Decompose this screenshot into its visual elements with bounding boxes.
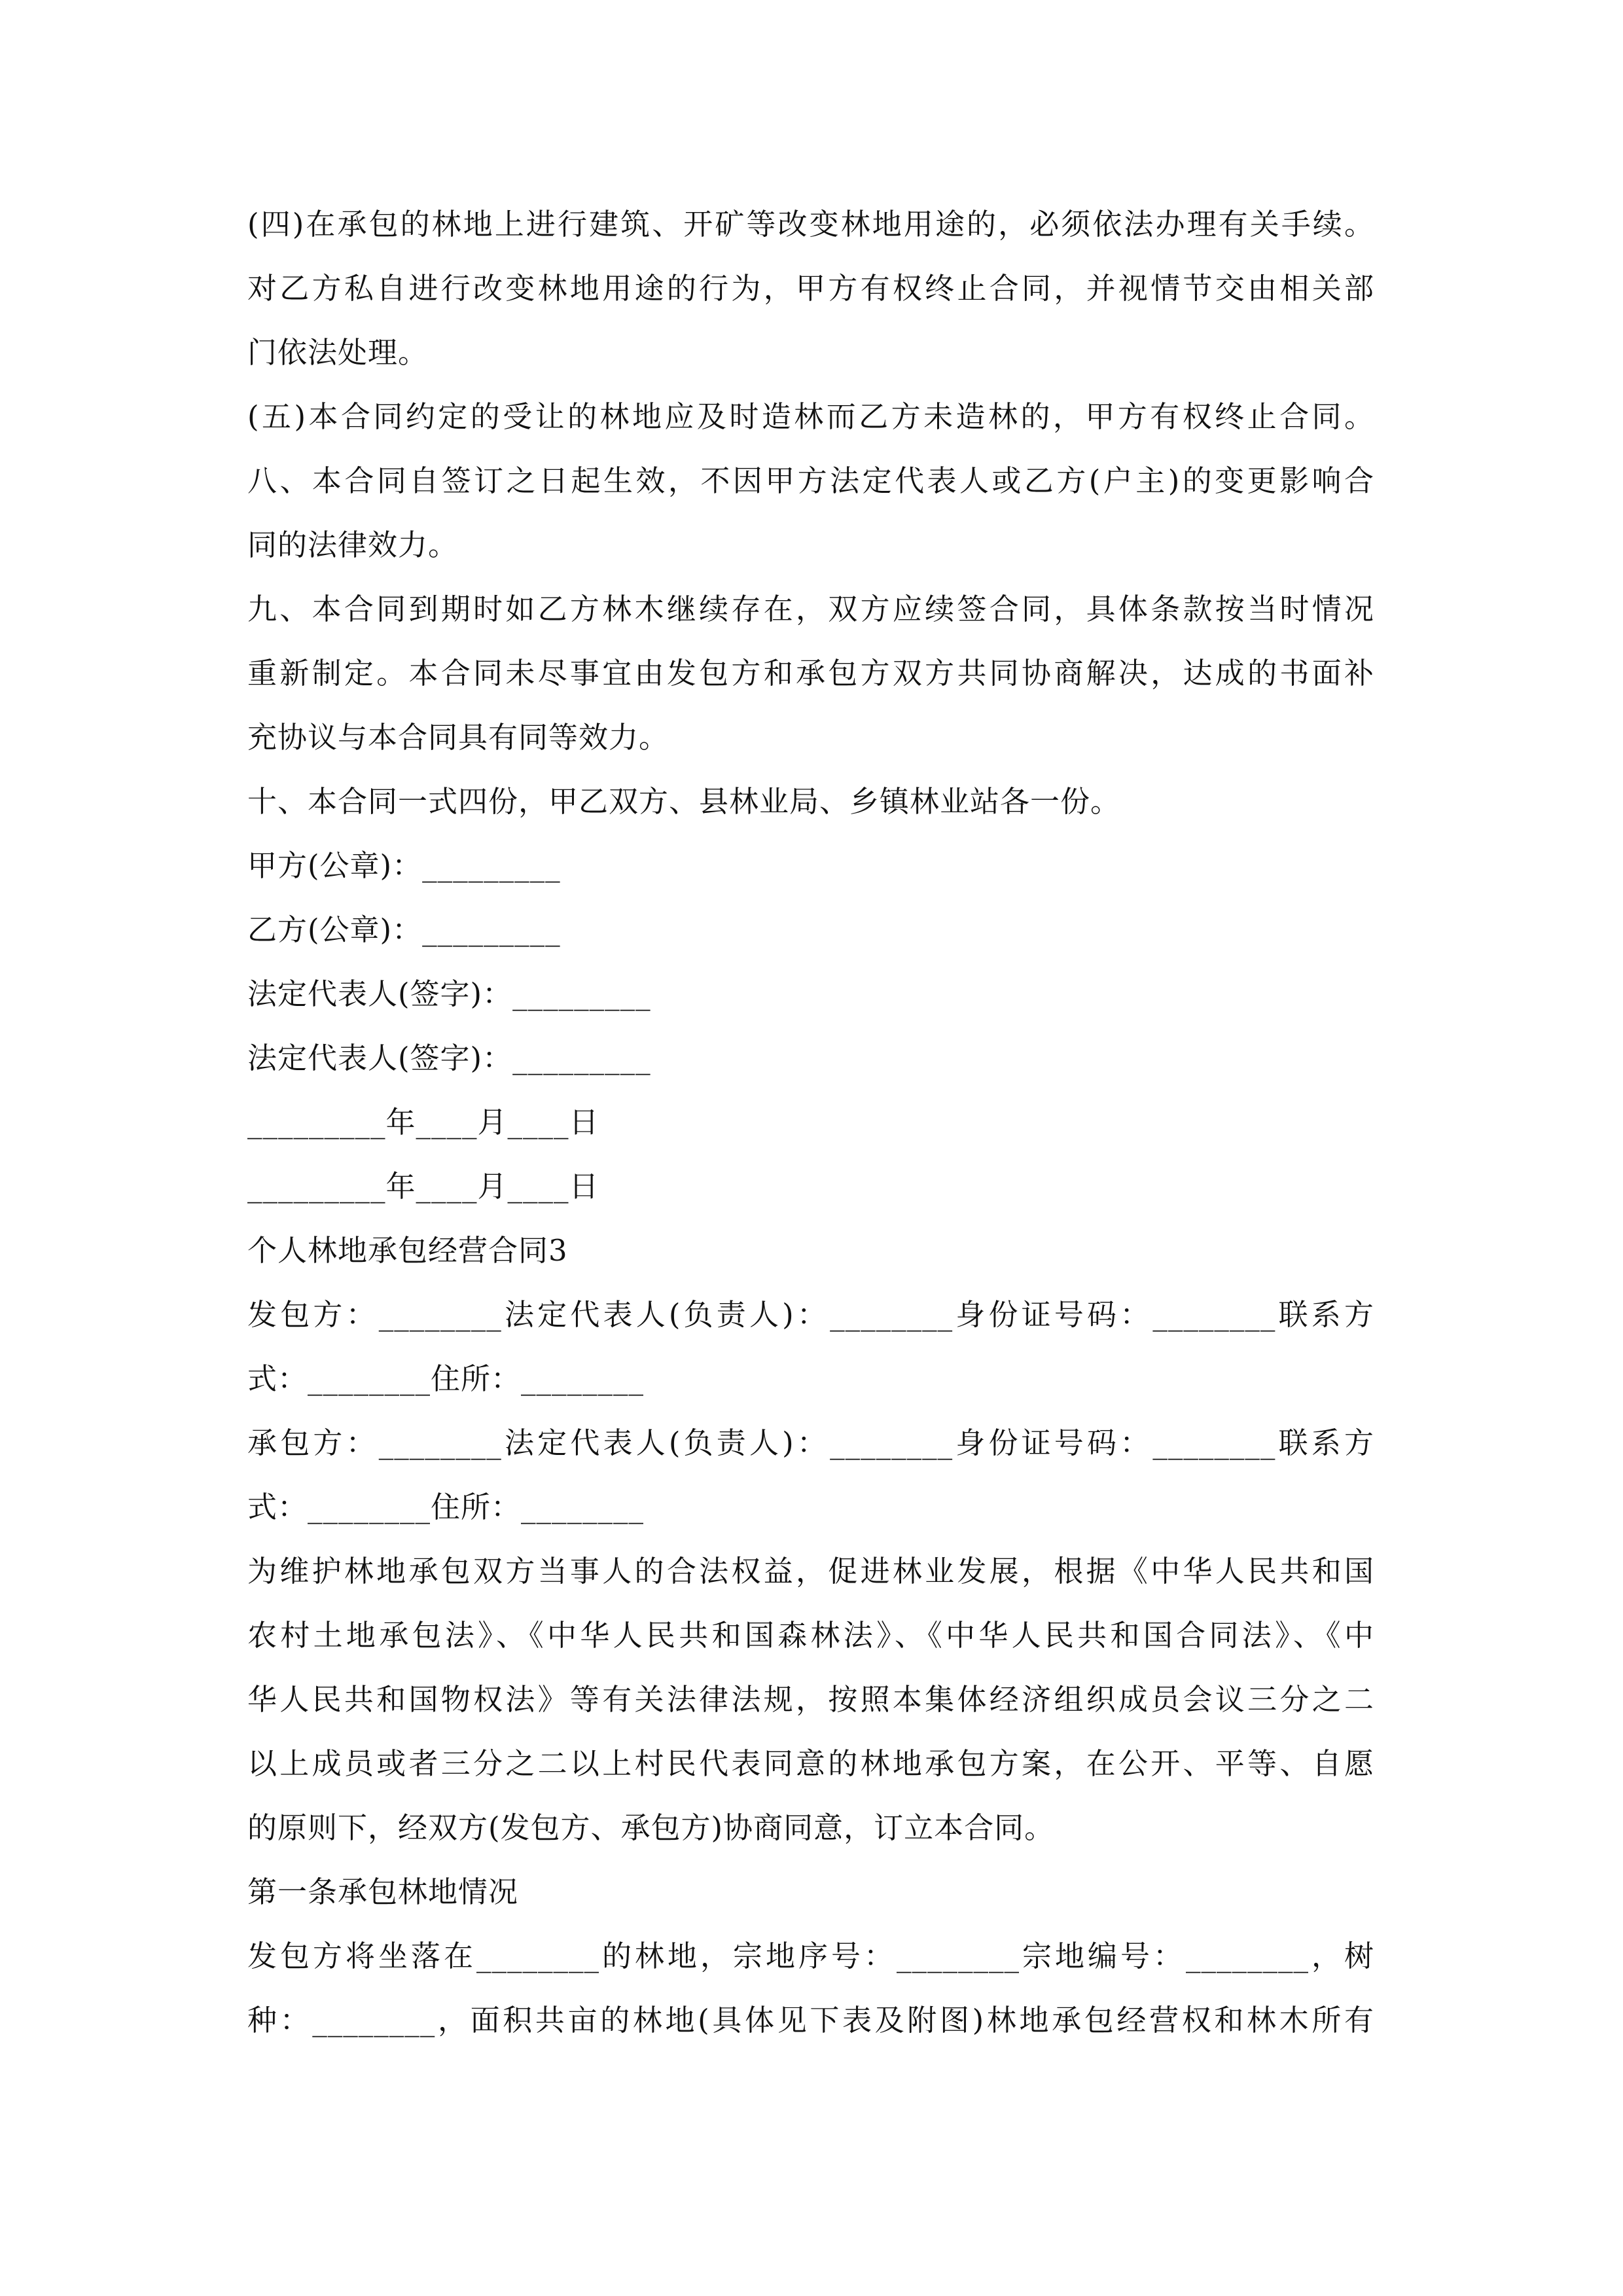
clause-heading: 第一条承包林地情况 xyxy=(247,1874,519,1909)
date-field: _________年____月____日 xyxy=(247,1105,599,1139)
text-line: 同的法律效力。 xyxy=(247,528,459,562)
text-line: 重新制定。本合同未尽事宜由发包方和承包方双方共同协商解决，达成的书面补 xyxy=(247,656,1374,691)
text-line: 对乙方私自进行改变林地用途的行为，甲方有权终止合同，并视情节交由相关部 xyxy=(247,271,1374,306)
signature-field-party-b: 乙方(公章)：_________ xyxy=(247,912,561,947)
text-line: 种：________，面积共亩的林地(具体见下表及附图)林地承包经营权和林木所有 xyxy=(247,2003,1374,2037)
signature-field-legal-rep: 法定代表人(签字)：_________ xyxy=(247,977,651,1011)
text-line: 充协议与本合同具有同等效力。 xyxy=(247,720,669,755)
text-line: 九、本合同到期时如乙方林木继续存在，双方应续签合同，具体条款按当时情况 xyxy=(247,592,1374,626)
text-line: (四)在承包的林地上进行建筑、开矿等改变林地用途的，必须依法办理有关手续。 xyxy=(247,207,1374,242)
text-line: 发包方：________法定代表人(负责人)：________身份证号码：________联系方 xyxy=(247,1297,1374,1332)
text-line: (五)本合同约定的受让的林地应及时造林而乙方未造林的，甲方有权终止合同。 xyxy=(247,399,1374,434)
text-line: 八、本合同自签订之日起生效，不因甲方法定代表人或乙方(户主)的变更影响合 xyxy=(247,463,1374,498)
text-line: 承包方：________法定代表人(负责人)：________身份证号码：________联系方 xyxy=(247,1426,1374,1460)
text-line: 华人民共和国物权法》等有关法律法规，按照本集体经济组织成员会议三分之二 xyxy=(247,1682,1374,1717)
text-line: 的原则下，经双方(发包方、承包方)协商同意，订立本合同。 xyxy=(247,1810,1055,1845)
text-line: 门依法处理。 xyxy=(247,335,429,370)
section-title: 个人林地承包经营合同3 xyxy=(247,1233,568,1268)
text-line: 为维护林地承包双方当事人的合法权益，促进林业发展，根据《中华人民共和国 xyxy=(247,1554,1374,1588)
text-line: 十、本合同一式四份，甲乙双方、县林业局、乡镇林业站各一份。 xyxy=(247,784,1121,819)
text-line: 农村土地承包法》、《中华人民共和国森林法》、《中华人民共和国合同法》、《中 xyxy=(247,1618,1374,1653)
date-field: _________年____月____日 xyxy=(247,1169,599,1204)
text-line: 式：________住所：________ xyxy=(247,1361,645,1396)
text-line: 式：________住所：________ xyxy=(247,1490,645,1524)
text-line: 发包方将坐落在________的林地，宗地序号：________宗地编号：________，树 xyxy=(247,1939,1374,1973)
signature-field-party-a: 甲方(公章)：_________ xyxy=(247,848,561,883)
text-line: 以上成员或者三分之二以上村民代表同意的林地承包方案，在公开、平等、自愿 xyxy=(247,1746,1374,1781)
signature-field-legal-rep: 法定代表人(签字)：_________ xyxy=(247,1041,651,1075)
